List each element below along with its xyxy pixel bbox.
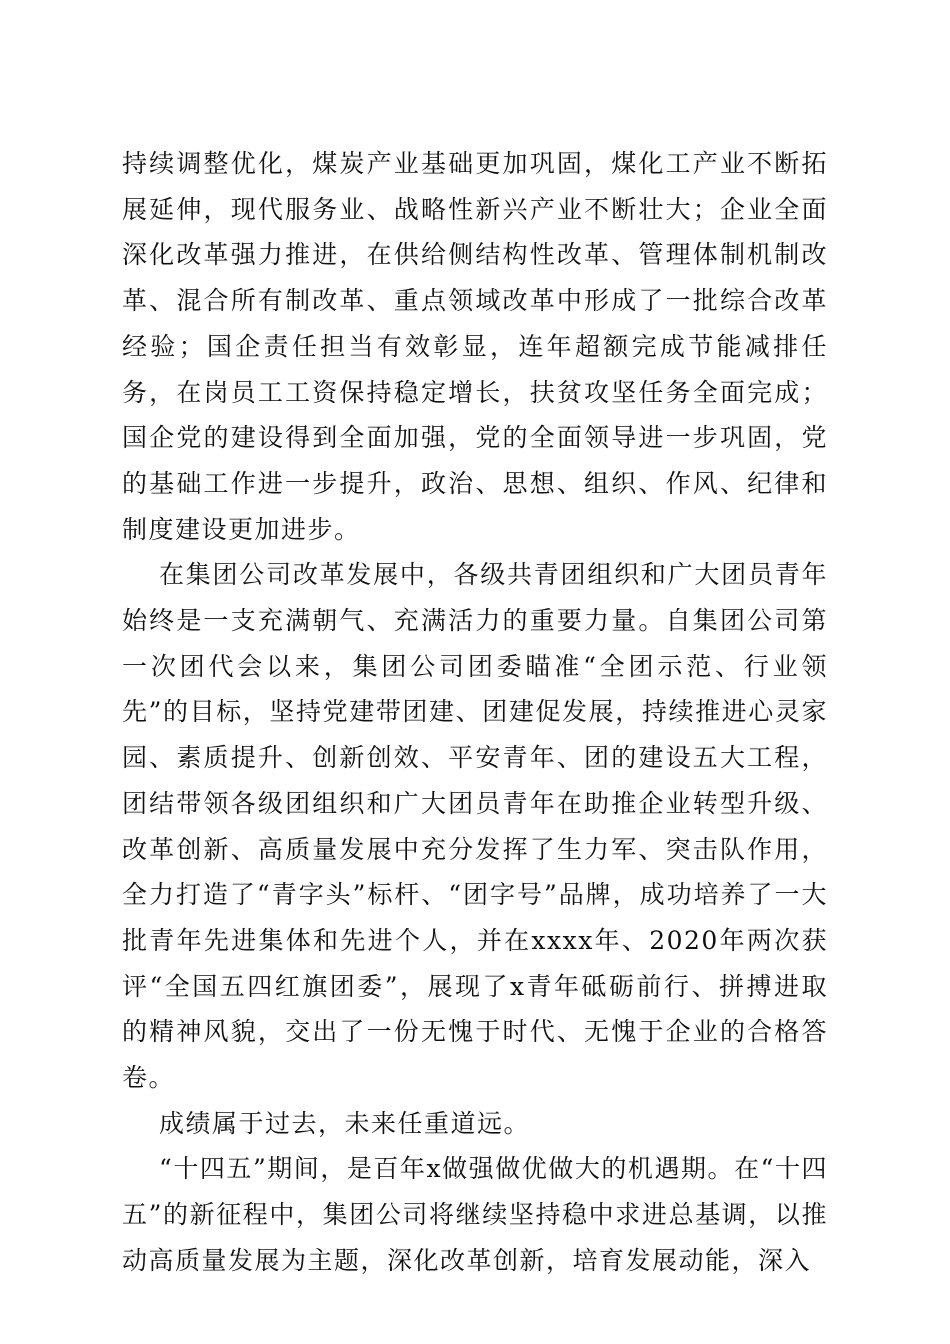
paragraph-fourteenth-five-year-plan: “十四五”期间，是百年x做强做优做大的机遇期。在“十四五”的新征程中，集团公司将继续坚持稳中求进总基调，以推动高质量发展为主题，深化改革创新，培育发展动能，深入 [122,1154,828,1275]
document-body [122,141,828,1284]
paragraph-achievements-continued: 持续调整优化，煤炭产业基础更加巩固，煤化工产业不断拓展延伸，现代服务业、战略性新兴产业不断壮大；企业全面深化改革强力推进，在供给侧结构性改革、管理体制机制改革、混合所有制改革、重点领域改革中形成了一批综合改革经验；国企责任担当有效彰显，连年超额完成节能减排任务，在岗员工工资保持稳定增长，扶贫攻坚任务全面完成；国企党的建设得到全面加强，党的全面领导进一步巩固，党的基础工作进一步提升，政治、思想、组织、作风、纪律和制度建设更加进步。 [122,149,828,544]
paragraph-youth-league-role: 在集团公司改革发展中，各级共青团组织和广大团员青年始终是一支充满朝气、充满活力的重要力量。自集团公司第一次团代会以来，集团公司团委瞄准“全团示范、行业领先”的目标，坚持党建带团建、团建促发展，持续推进心灵家园、素质提升、创新创效、平安青年、团的建设五大工程，团结带领各级团组织和广大团员青年在助推企业转型升级、改革创新、高质量发展中充分发挥了生力军、突击队作用，全力打造了“青字头”标杆、“团字号”品牌，成功培养了一大批青年先进集体和先进个人，并在xxxx年、2020年两次获评“全国五四红旗团委”，展现了x青年砥砺前行、拼搏进取的精神风貌，交出了一份无愧于时代、无愧于企业的合格答卷。 [122,560,828,1093]
paragraph-transition: 成绩属于过去，未来任重道远。 [159,1108,531,1138]
